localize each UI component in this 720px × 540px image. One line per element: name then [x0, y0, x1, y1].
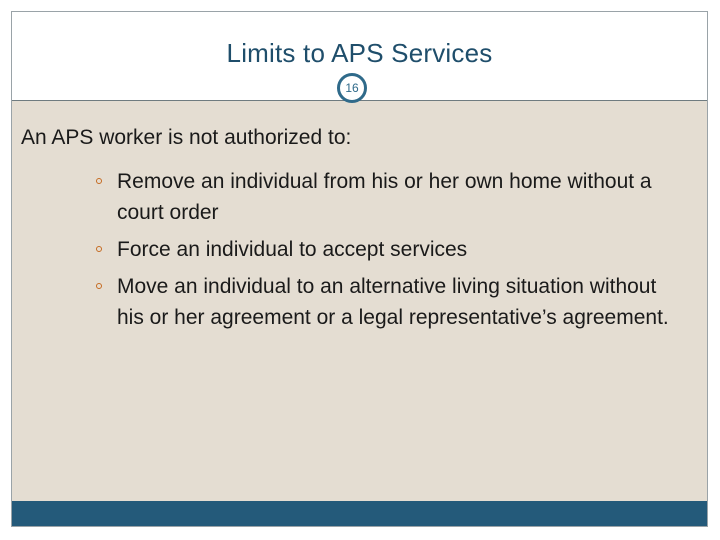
hollow-circle-bullet-icon	[96, 283, 102, 289]
bullet-text: Force an individual to accept services	[117, 238, 468, 261]
bullet-item	[73, 234, 673, 265]
lead-text: An APS worker is not authorized to:	[21, 126, 352, 149]
hollow-circle-bullet-icon	[96, 178, 102, 184]
bullet-list	[73, 166, 673, 339]
slide-title: Limits to APS Services	[226, 38, 493, 68]
hollow-circle-bullet-icon	[96, 246, 102, 252]
bullet-item	[73, 166, 673, 228]
page-number-badge: 16	[337, 73, 367, 103]
bullet-text: Move an individual to an alternative living situation without his or her agreement or a legal representative’s agreement.	[117, 275, 669, 329]
footer-bar	[12, 501, 707, 526]
bullet-text: Remove an individual from his or her own home without a court order	[117, 170, 652, 224]
bullet-item	[73, 271, 673, 333]
